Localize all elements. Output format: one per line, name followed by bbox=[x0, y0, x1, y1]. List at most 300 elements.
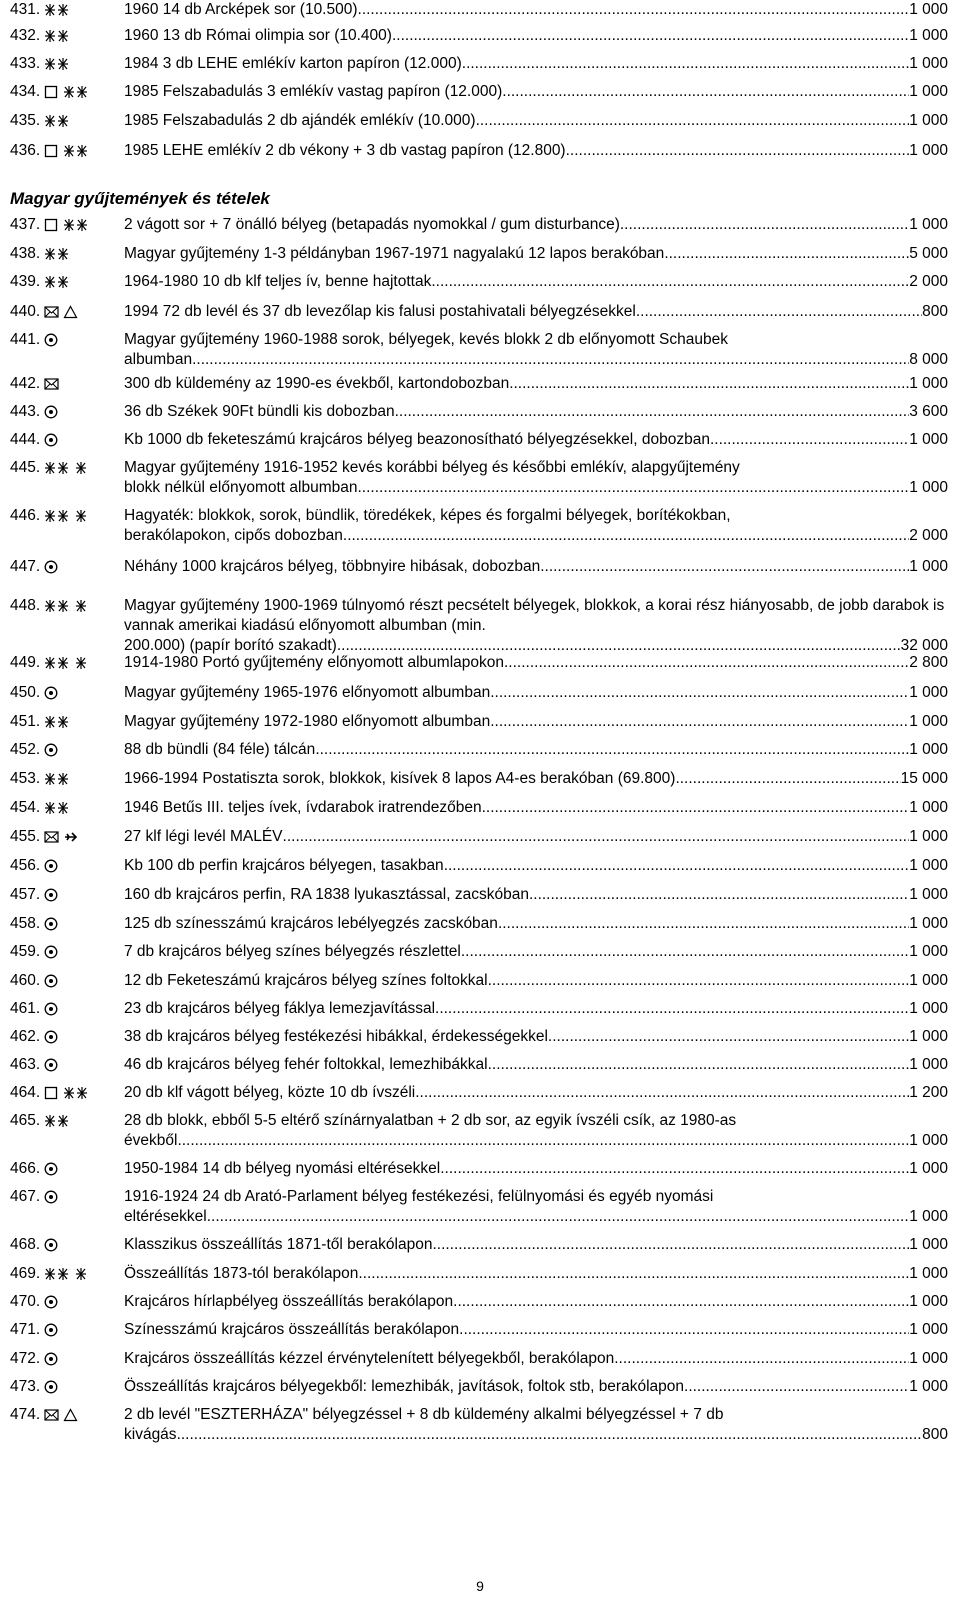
lot-description bbox=[124, 111, 948, 131]
lot-row bbox=[10, 1292, 948, 1312]
lot-price: 1 000 bbox=[909, 83, 948, 100]
lot-row bbox=[10, 215, 948, 235]
condition-icons bbox=[44, 1320, 124, 1340]
condition-icons bbox=[44, 54, 124, 74]
stamp-unused-icon bbox=[44, 29, 70, 43]
lot-text: 200.000) (papír borító szakadt) bbox=[124, 637, 337, 654]
lot-number: 468. bbox=[10, 1236, 41, 1253]
lot-price: 1 000 bbox=[909, 1, 948, 18]
lot-row bbox=[10, 1055, 948, 1075]
lot-row bbox=[10, 458, 948, 498]
lot-price: 1 000 bbox=[909, 886, 948, 903]
lot-row bbox=[10, 1349, 948, 1369]
lot-description bbox=[124, 1055, 948, 1075]
lot-row bbox=[10, 302, 948, 322]
lot-number: 443. bbox=[10, 403, 41, 420]
lot-description bbox=[124, 54, 948, 74]
lot-row bbox=[10, 999, 948, 1019]
stamp-unused-icon bbox=[63, 1086, 89, 1100]
lot-row bbox=[10, 1187, 948, 1227]
stamp-unused-icon bbox=[44, 509, 70, 523]
lot-row bbox=[10, 330, 948, 370]
lot-number: 460. bbox=[10, 972, 41, 989]
condition-icons bbox=[44, 506, 124, 526]
lot-row bbox=[10, 683, 948, 703]
lot-description bbox=[124, 798, 948, 818]
lot-row bbox=[10, 244, 948, 264]
lot-text: 1914-1980 Portó gyűjtemény előnyomott albumlapokon bbox=[124, 654, 504, 671]
lot-price: 32 000 bbox=[900, 637, 948, 654]
stamp-used-icon bbox=[44, 1058, 59, 1072]
lot-text: albumban bbox=[124, 351, 193, 368]
lot-text: 20 db klf vágott bélyeg, közte 10 db ívszéli bbox=[124, 1084, 416, 1101]
lot-text: 7 db krajcáros bélyeg színes bélyegzés részlettel bbox=[124, 943, 461, 960]
lot-description bbox=[124, 999, 948, 1019]
lot-price: 1 000 bbox=[909, 1056, 948, 1073]
lot-description bbox=[124, 683, 948, 703]
lot-description-lead: Magyar gyűjtemény 1900-1969 túlnyomó részt pecsételt bélyegek, blokkok, a korai rész hiányosabb, de jobb darabok is vannak amerikai kiadású előnyomott albumban (min. bbox=[124, 597, 945, 634]
stamp-unused-icon bbox=[44, 772, 70, 786]
lot-description-lead: Magyar gyűjtemény 1916-1952 kevés korábbi bélyeg és későbbi emlékív, alapgyűjtemény bbox=[124, 459, 740, 476]
lot-text: 23 db krajcáros bélyeg fáklya lemezjavítással bbox=[124, 1000, 436, 1017]
lot-row bbox=[10, 1159, 948, 1179]
condition-icons bbox=[44, 596, 124, 616]
stamp-used-icon bbox=[44, 945, 59, 959]
airmail-icon bbox=[63, 830, 78, 844]
dot-leader bbox=[476, 111, 910, 131]
lot-text: évekből bbox=[124, 1132, 178, 1149]
dot-leader bbox=[502, 82, 909, 102]
dot-leader bbox=[358, 478, 910, 498]
lot-price: 8 000 bbox=[909, 351, 948, 368]
lot-row bbox=[10, 971, 948, 991]
stamp-unused-icon bbox=[44, 247, 70, 261]
lot-description bbox=[124, 330, 948, 370]
dot-leader bbox=[358, 1264, 909, 1284]
lot-text: 46 db krajcáros bélyeg fehér foltokkal, lemezhibákkal bbox=[124, 1056, 488, 1073]
lot-number: 433. bbox=[10, 55, 41, 72]
page-number: 9 bbox=[476, 1578, 484, 1594]
lot-text: kivágás bbox=[124, 1426, 177, 1443]
lot-price: 1 000 bbox=[909, 1378, 948, 1395]
lot-number: 471. bbox=[10, 1321, 41, 1338]
stamp-unused-icon bbox=[44, 656, 70, 670]
lot-row bbox=[10, 111, 948, 131]
lot-price: 1 000 bbox=[909, 915, 948, 932]
condition-icons bbox=[44, 330, 124, 350]
stamp-hinged-icon bbox=[74, 461, 89, 475]
lot-price: 1 000 bbox=[909, 972, 948, 989]
lot-description bbox=[124, 402, 948, 422]
lot-description bbox=[124, 1111, 948, 1151]
lot-description bbox=[124, 1027, 948, 1047]
dot-leader bbox=[435, 999, 909, 1019]
lot-number: 457. bbox=[10, 886, 41, 903]
lot-row bbox=[10, 82, 948, 102]
lot-row bbox=[10, 1320, 948, 1340]
condition-icons bbox=[44, 458, 124, 478]
stamp-hinged-icon bbox=[74, 1267, 89, 1281]
lot-description bbox=[124, 215, 948, 235]
stamp-unused-icon bbox=[44, 599, 70, 613]
lot-row bbox=[10, 1235, 948, 1255]
lot-row bbox=[10, 374, 948, 394]
condition-icons bbox=[44, 215, 124, 235]
lot-description bbox=[124, 596, 948, 656]
lot-number: 451. bbox=[10, 713, 41, 730]
lot-text: 1984 3 db LEHE emlékív karton papíron (12.000) bbox=[124, 55, 462, 72]
lot-text: Összeállítás 1873-tól berakólapon bbox=[124, 1265, 359, 1282]
condition-icons bbox=[44, 1187, 124, 1207]
lot-number: 453. bbox=[10, 770, 41, 787]
condition-icons bbox=[44, 0, 124, 20]
stamp-unused-icon bbox=[63, 218, 89, 232]
lot-number: 432. bbox=[10, 27, 41, 44]
lot-price: 1 000 bbox=[909, 1265, 948, 1282]
stamp-used-icon bbox=[44, 1002, 59, 1016]
stamp-used-icon bbox=[44, 433, 59, 447]
lot-description bbox=[124, 856, 948, 876]
lot-text: 1960 14 db Arcképek sor (10.500) bbox=[124, 1, 358, 18]
condition-icons bbox=[44, 885, 124, 905]
lot-description bbox=[124, 1377, 948, 1397]
lot-description bbox=[124, 458, 948, 498]
lot-number: 447. bbox=[10, 558, 41, 575]
lot-description bbox=[124, 244, 948, 264]
lot-number: 461. bbox=[10, 1000, 41, 1017]
lot-text: 1985 Felszabadulás 3 emlékív vastag papíron (12.000) bbox=[124, 83, 503, 100]
dot-leader bbox=[614, 1349, 909, 1369]
condition-icons bbox=[44, 82, 124, 102]
condition-icons bbox=[44, 942, 124, 962]
lot-text: 1994 72 db levél és 37 db levezőlap kis falusi postahivatali bélyegzésekkel bbox=[124, 303, 636, 320]
lot-text: Néhány 1000 krajcáros bélyeg, többnyire hibásak, dobozban bbox=[124, 558, 541, 575]
lot-price: 1 000 bbox=[909, 375, 948, 392]
stamp-used-icon bbox=[44, 1162, 59, 1176]
condition-icons bbox=[44, 1264, 124, 1284]
lot-text: 2 vágott sor + 7 önálló bélyeg (betapadás nyomokkal / gum disturbance) bbox=[124, 216, 620, 233]
lot-price: 1 000 bbox=[909, 799, 948, 816]
lot-description bbox=[124, 1264, 948, 1284]
lot-description bbox=[124, 374, 948, 394]
block-icon bbox=[44, 218, 59, 232]
lot-description bbox=[124, 1159, 948, 1179]
condition-icons bbox=[44, 402, 124, 422]
dot-leader bbox=[461, 942, 909, 962]
dot-leader bbox=[358, 0, 910, 20]
condition-icons bbox=[44, 740, 124, 760]
dot-leader bbox=[540, 557, 909, 577]
section-title: Magyar gyűjtemények és tételek bbox=[10, 189, 270, 208]
stamp-hinged-icon bbox=[74, 599, 89, 613]
lot-price: 1 000 bbox=[909, 1350, 948, 1367]
lot-text: Magyar gyűjtemény 1965-1976 előnyomott albumban bbox=[124, 684, 491, 701]
lot-description bbox=[124, 557, 948, 577]
stamp-used-icon bbox=[44, 1190, 59, 1204]
lot-description-lead: Hagyaték: blokkok, sorok, bündlik, töredékek, képes és forgalmi bélyegek, borítékokban, bbox=[124, 507, 731, 524]
lot-row bbox=[10, 712, 948, 732]
lot-number: 434. bbox=[10, 83, 41, 100]
lot-description bbox=[124, 141, 948, 161]
lot-price: 1 000 bbox=[909, 55, 948, 72]
dot-leader bbox=[283, 827, 910, 847]
condition-icons bbox=[44, 683, 124, 703]
lot-row bbox=[10, 1083, 948, 1103]
lot-row bbox=[10, 272, 948, 292]
condition-icons bbox=[44, 430, 124, 450]
lot-number: 466. bbox=[10, 1160, 41, 1177]
lot-price: 15 000 bbox=[900, 770, 948, 787]
lot-price: 1 000 bbox=[909, 216, 948, 233]
lot-number: 440. bbox=[10, 303, 41, 320]
dot-leader bbox=[177, 1131, 909, 1151]
postcard-icon bbox=[63, 1408, 78, 1422]
dot-leader bbox=[192, 350, 909, 370]
dot-leader bbox=[490, 712, 909, 732]
condition-icons bbox=[44, 141, 124, 161]
lot-description-lead: 28 db blokk, ebből 5-5 eltérő színárnyalatban + 2 db sor, az egyik ívszéli csík, az 1980-as bbox=[124, 1112, 737, 1129]
lot-text: Magyar gyűjtemény 1-3 példányban 1967-1971 nagyalakú 12 lapos berakóban bbox=[124, 245, 665, 262]
lot-row bbox=[10, 557, 948, 577]
lot-row bbox=[10, 1405, 948, 1445]
lot-row bbox=[10, 1377, 948, 1397]
dot-leader bbox=[675, 769, 900, 789]
dot-leader bbox=[431, 272, 909, 292]
lot-number: 445. bbox=[10, 459, 41, 476]
lot-row bbox=[10, 506, 948, 546]
lot-text: Krajcáros hírlapbélyeg összeállítás berakólapon bbox=[124, 1293, 454, 1310]
lot-description bbox=[124, 0, 948, 20]
lot-text: 12 db Feketeszámú krajcáros bélyeg színes foltokkal bbox=[124, 972, 488, 989]
lot-number: 467. bbox=[10, 1188, 41, 1205]
condition-icons bbox=[44, 1235, 124, 1255]
dot-leader bbox=[395, 402, 910, 422]
stamp-used-icon bbox=[44, 1380, 59, 1394]
lot-price: 1 000 bbox=[909, 1132, 948, 1149]
lot-price: 1 000 bbox=[909, 1000, 948, 1017]
lot-price: 1 200 bbox=[909, 1084, 948, 1101]
lot-number: 474. bbox=[10, 1406, 41, 1423]
dot-leader bbox=[529, 885, 909, 905]
condition-icons bbox=[44, 827, 124, 847]
dot-leader bbox=[453, 1292, 909, 1312]
lot-number: 431. bbox=[10, 1, 41, 18]
dot-leader bbox=[490, 683, 909, 703]
lot-row bbox=[10, 596, 948, 656]
postcard-icon bbox=[63, 305, 78, 319]
lot-number: 455. bbox=[10, 828, 41, 845]
lot-text: Krajcáros összeállítás kézzel érvénytelenített bélyegekből, berakólapon bbox=[124, 1350, 615, 1367]
lot-price: 1 000 bbox=[909, 112, 948, 129]
dot-leader bbox=[459, 1320, 909, 1340]
dot-leader bbox=[620, 215, 909, 235]
lot-price: 2 000 bbox=[909, 273, 948, 290]
condition-icons bbox=[44, 1292, 124, 1312]
stamp-unused-icon bbox=[44, 461, 70, 475]
lot-description bbox=[124, 26, 948, 46]
lot-number: 469. bbox=[10, 1265, 41, 1282]
lot-text: 1966-1994 Postatiszta sorok, blokkok, kisívek 8 lapos A4-es berakóban (69.800) bbox=[124, 770, 676, 787]
lot-description bbox=[124, 740, 948, 760]
lot-text: Klasszikus összeállítás 1871-től berakólapon bbox=[124, 1236, 433, 1253]
lot-row bbox=[10, 914, 948, 934]
lot-price: 1 000 bbox=[909, 479, 948, 496]
condition-icons bbox=[44, 26, 124, 46]
lot-text: eltérésekkel bbox=[124, 1208, 207, 1225]
lot-text: berakólapokon, cipős dobozban bbox=[124, 527, 343, 544]
stamp-unused-icon bbox=[44, 715, 70, 729]
lot-description bbox=[124, 971, 948, 991]
stamp-used-icon bbox=[44, 1238, 59, 1252]
dot-leader bbox=[498, 914, 909, 934]
lot-number: 444. bbox=[10, 431, 41, 448]
dot-leader bbox=[482, 798, 910, 818]
lot-row bbox=[10, 141, 948, 161]
dot-leader bbox=[177, 1425, 923, 1445]
lot-number: 459. bbox=[10, 943, 41, 960]
lot-price: 2 800 bbox=[909, 654, 948, 671]
lot-text: 125 db színesszámú krajcáros lebélyegzés zacskóban bbox=[124, 915, 498, 932]
condition-icons bbox=[44, 244, 124, 264]
lot-description bbox=[124, 1083, 948, 1103]
lot-description bbox=[124, 302, 948, 322]
stamp-unused-icon bbox=[44, 1114, 70, 1128]
lot-row bbox=[10, 769, 948, 789]
lot-row bbox=[10, 54, 948, 74]
lot-number: 458. bbox=[10, 915, 41, 932]
dot-leader bbox=[684, 1377, 909, 1397]
dot-leader bbox=[207, 1207, 909, 1227]
stamp-used-icon bbox=[44, 333, 59, 347]
stamp-used-icon bbox=[44, 743, 59, 757]
lot-text: 1985 LEHE emlékív 2 db vékony + 3 db vastag papíron (12.800) bbox=[124, 142, 566, 159]
stamp-used-icon bbox=[44, 1295, 59, 1309]
lot-description bbox=[124, 1405, 948, 1445]
dot-leader bbox=[343, 526, 909, 546]
lot-text: blokk nélkül előnyomott albumban bbox=[124, 479, 358, 496]
lot-number: 441. bbox=[10, 331, 41, 348]
lot-description bbox=[124, 1349, 948, 1369]
dot-leader bbox=[566, 141, 910, 161]
lot-number: 438. bbox=[10, 245, 41, 262]
lot-price: 1 000 bbox=[909, 142, 948, 159]
lot-price: 1 000 bbox=[909, 828, 948, 845]
lot-price: 1 000 bbox=[909, 431, 948, 448]
stamp-unused-icon bbox=[63, 85, 89, 99]
stamp-unused-icon bbox=[44, 275, 70, 289]
stamp-unused-icon bbox=[63, 144, 89, 158]
lot-row bbox=[10, 0, 948, 20]
lot-number: 465. bbox=[10, 1112, 41, 1129]
lot-text: 36 db Székek 90Ft bündli kis dobozban bbox=[124, 403, 395, 420]
condition-icons bbox=[44, 971, 124, 991]
lot-number: 435. bbox=[10, 112, 41, 129]
condition-icons bbox=[44, 1083, 124, 1103]
lot-text: Kb 100 db perfin krajcáros bélyegen, tasakban bbox=[124, 857, 444, 874]
lot-description bbox=[124, 827, 948, 847]
stamp-used-icon bbox=[44, 1030, 59, 1044]
cover-icon bbox=[44, 377, 59, 391]
lot-text: 1950-1984 14 db bélyeg nyomási eltérésekkel bbox=[124, 1160, 441, 1177]
dot-leader bbox=[392, 26, 909, 46]
stamp-unused-icon bbox=[44, 801, 70, 815]
lot-description bbox=[124, 914, 948, 934]
lot-description bbox=[124, 430, 948, 450]
dot-leader bbox=[504, 653, 909, 673]
lot-text: Színesszámú krajcáros összeállítás berakólapon bbox=[124, 1321, 460, 1338]
lot-text: 300 db küldemény az 1990-es évekből, kartondobozban bbox=[124, 375, 510, 392]
lot-description-lead: 2 db levél "ESZTERHÁZA" bélyegzéssel + 8 db küldemény alkalmi bélyegzéssel + 7 db bbox=[124, 1406, 724, 1423]
lot-text: 38 db krajcáros bélyeg festékezési hibákkal, érdekességekkel bbox=[124, 1028, 548, 1045]
lot-price: 1 000 bbox=[909, 1160, 948, 1177]
lot-number: 446. bbox=[10, 507, 41, 524]
block-icon bbox=[44, 144, 59, 158]
lot-text: 160 db krajcáros perfin, RA 1838 lyukasztással, zacskóban bbox=[124, 886, 529, 903]
dot-leader bbox=[415, 1083, 909, 1103]
lot-number: 452. bbox=[10, 741, 41, 758]
dot-leader bbox=[444, 856, 910, 876]
lot-price: 1 000 bbox=[909, 943, 948, 960]
lot-number: 442. bbox=[10, 375, 41, 392]
lot-number: 450. bbox=[10, 684, 41, 701]
lot-description bbox=[124, 712, 948, 732]
condition-icons bbox=[44, 653, 124, 673]
lot-description bbox=[124, 942, 948, 962]
lot-number: 456. bbox=[10, 857, 41, 874]
cover-icon bbox=[44, 830, 59, 844]
condition-icons bbox=[44, 1377, 124, 1397]
stamp-used-icon bbox=[44, 859, 59, 873]
dot-leader bbox=[488, 1055, 910, 1075]
lot-price: 1 000 bbox=[909, 713, 948, 730]
lot-text: 1985 Felszabadulás 2 db ajándék emlékív (10.000) bbox=[124, 112, 476, 129]
lot-description bbox=[124, 1320, 948, 1340]
block-icon bbox=[44, 85, 59, 99]
dot-leader bbox=[664, 244, 909, 264]
block-icon bbox=[44, 1086, 59, 1100]
stamp-hinged-icon bbox=[74, 656, 89, 670]
lot-price: 1 000 bbox=[909, 684, 948, 701]
lot-row bbox=[10, 26, 948, 46]
lot-description bbox=[124, 769, 948, 789]
lot-number: 439. bbox=[10, 273, 41, 290]
lot-row bbox=[10, 885, 948, 905]
lot-description bbox=[124, 885, 948, 905]
condition-icons bbox=[44, 111, 124, 131]
lot-number: 470. bbox=[10, 1293, 41, 1310]
lot-description bbox=[124, 506, 948, 546]
dot-leader bbox=[432, 1235, 909, 1255]
cover-icon bbox=[44, 305, 59, 319]
lot-description bbox=[124, 1187, 948, 1227]
lot-price: 800 bbox=[922, 1426, 948, 1443]
lot-price: 5 000 bbox=[909, 245, 948, 262]
condition-icons bbox=[44, 1405, 124, 1425]
stamp-used-icon bbox=[44, 686, 59, 700]
lot-row bbox=[10, 798, 948, 818]
stamp-unused-icon bbox=[44, 1267, 70, 1281]
stamp-unused-icon bbox=[44, 57, 70, 71]
lot-price: 1 000 bbox=[909, 558, 948, 575]
condition-icons bbox=[44, 1159, 124, 1179]
lot-row bbox=[10, 1111, 948, 1151]
lot-text: Magyar gyűjtemény 1972-1980 előnyomott albumban bbox=[124, 713, 491, 730]
lot-number: 436. bbox=[10, 142, 41, 159]
cover-icon bbox=[44, 1408, 59, 1422]
lot-description bbox=[124, 653, 948, 673]
condition-icons bbox=[44, 769, 124, 789]
lot-price: 1 000 bbox=[909, 1028, 948, 1045]
